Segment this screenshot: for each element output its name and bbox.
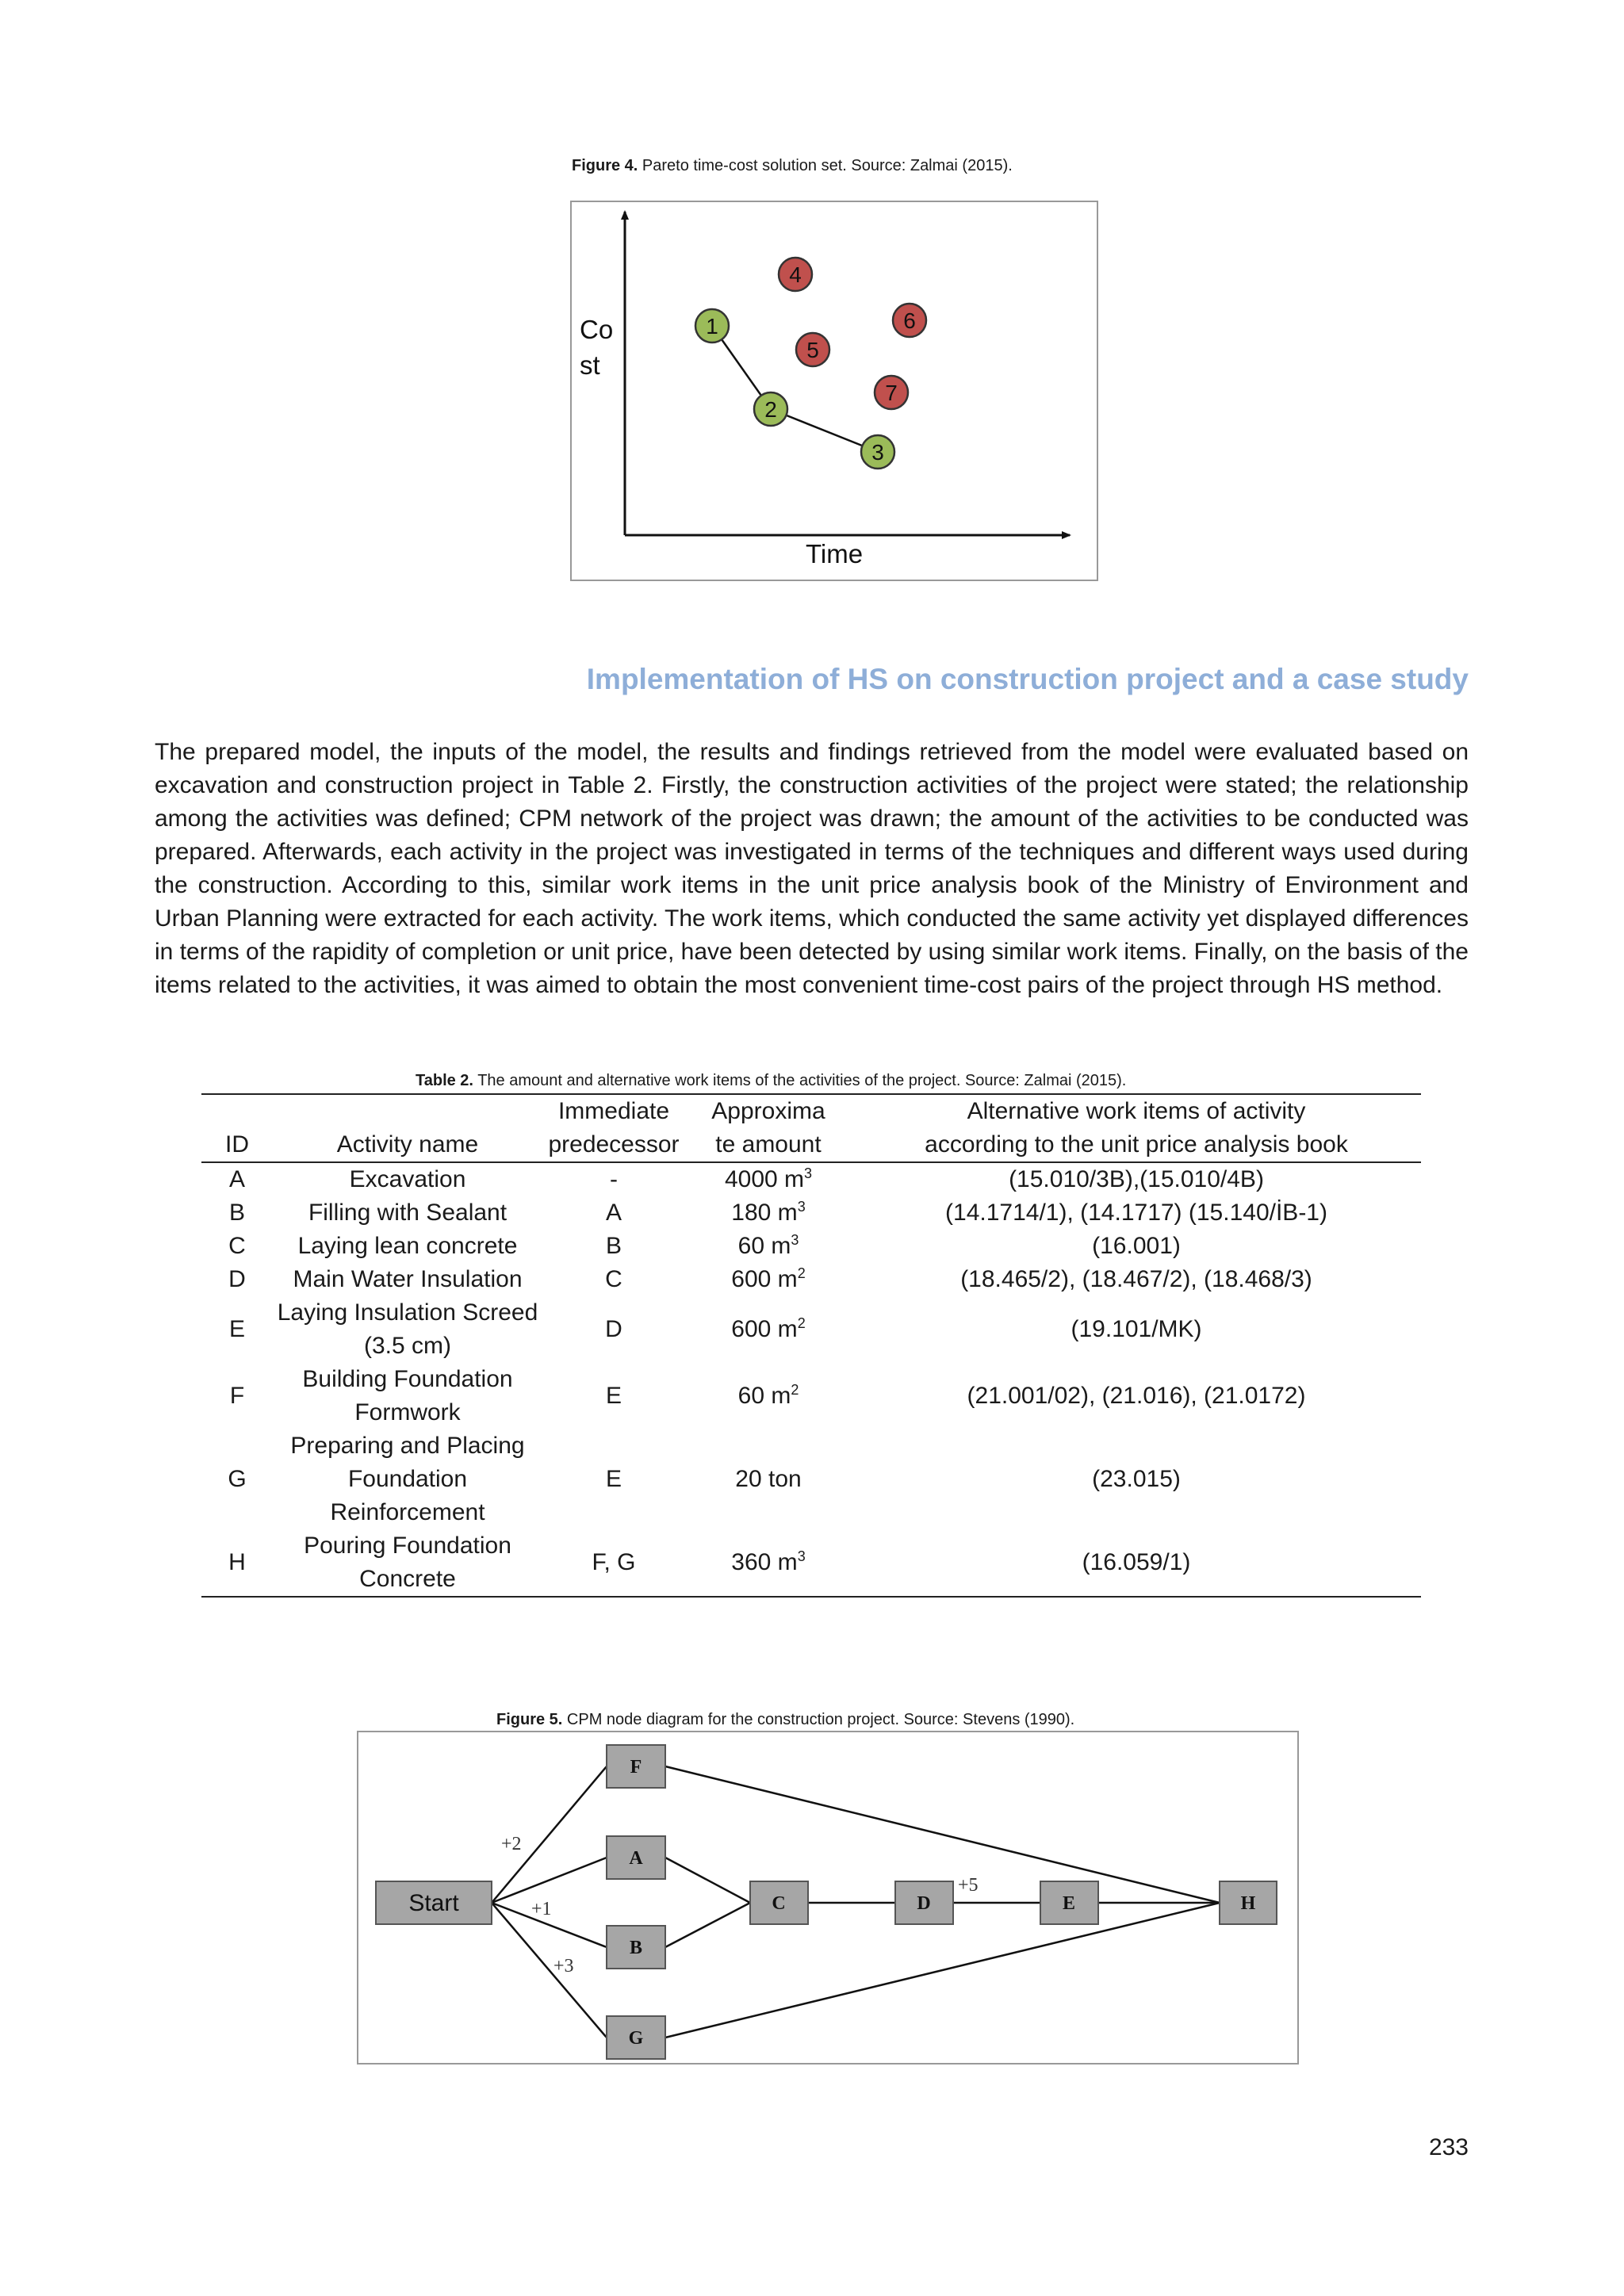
amount-value: 180 m [731,1200,798,1226]
node-b-label: B [629,1938,643,1958]
edge-a-c [665,1858,750,1903]
cell-id: E [228,1316,245,1342]
amount-value: 600 m [731,1316,798,1342]
cell-predecessor: E [605,1466,622,1492]
amount-value: 60 m [737,1233,791,1259]
cell-activity-name: Filling with Sealant [308,1200,508,1226]
y-label-line1: Co [580,315,614,344]
amount-unit-exponent: 2 [797,1265,806,1281]
table-2-caption: Table 2. The amount and alternative work items of the activities of the project. Source: Zalmai (2015). [416,1072,1127,1089]
point-7-label: 7 [885,381,898,405]
cell-predecessor: F, G [592,1549,636,1575]
cell-id: G [228,1466,247,1492]
figure-4-caption: Figure 4. Pareto time-cost solution set. Source: Zalmai (2015). [572,157,1013,174]
edge-label-d-e: +5 [958,1875,979,1896]
amount-unit-exponent: 2 [797,1315,806,1331]
point-4-label: 4 [789,262,802,287]
node-start-label: Start [408,1890,459,1916]
table-row [201,1196,1421,1230]
cell-id: H [228,1549,246,1575]
amount-unit-exponent: 2 [791,1382,799,1398]
point-5-label: 5 [806,338,819,362]
node-d-label: D [917,1893,931,1914]
cell-predecessor: E [605,1383,622,1409]
edge-label-start-f: +2 [501,1834,522,1854]
cell-activity-name: Laying lean concrete [297,1233,518,1259]
header-amount: Approxima te amount [685,1094,852,1162]
cell-alternative-items: (19.101/MK) [1071,1316,1202,1342]
table-row [201,1429,1421,1529]
activities-table [201,1093,1421,1598]
cell-amount [685,1529,852,1597]
cell-predecessor: - [610,1166,618,1192]
cell-activity-name: Excavation [349,1166,466,1192]
node-a-label: A [629,1848,643,1869]
cell-activity-name: Main Water Insulation [293,1266,523,1292]
cell-amount [685,1230,852,1263]
cell-alternative-items: (15.010/3B),(15.010/4B) [1009,1166,1264,1192]
cell-predecessor: A [605,1200,622,1226]
amount-value: 20 ton [735,1466,802,1492]
amount-unit-exponent: 3 [797,1199,806,1215]
cell-predecessor: C [605,1266,622,1292]
node-h-label: H [1240,1893,1256,1914]
node-g-label: G [628,2028,644,2049]
cell-predecessor: D [605,1316,622,1342]
amount-value: 360 m [731,1549,798,1575]
point-6-label: 6 [903,308,916,333]
cell-id: B [228,1200,245,1226]
cell-alternative-items: (16.059/1) [1082,1549,1191,1575]
cell-amount [685,1263,852,1296]
point-2-label: 2 [764,397,777,422]
cell-activity-name: Preparing and Placing Foundation Reinforcement [290,1433,525,1525]
cell-activity-name: Building Foundation Formwork [302,1366,513,1425]
y-label-line2: st [580,350,600,380]
page-number: 233 [1428,2134,1469,2160]
figure-5-caption: Figure 5. CPM node diagram for the construction project. Source: Stevens (1990). [496,1711,1075,1728]
figure-4-pareto-plot [570,201,1098,581]
table-row [201,1363,1421,1429]
cell-amount [685,1363,852,1429]
cell-activity-name: Pouring Foundation Concrete [304,1533,511,1592]
edge-label-start-b: +1 [531,1899,552,1919]
section-title: Implementation of HS on construction project and a case study [586,663,1469,695]
cell-amount [685,1296,852,1363]
cell-alternative-items: (14.1714/1), (14.1717) (15.140/İB-1) [945,1200,1327,1226]
table-row [201,1263,1421,1296]
cell-amount [685,1429,852,1529]
cell-id: C [228,1233,246,1259]
cell-alternative-items: (18.465/2), (18.467/2), (18.468/3) [960,1266,1312,1292]
table-row [201,1296,1421,1363]
edge-start-a [492,1858,607,1903]
point-1-label: 1 [706,314,718,339]
amount-value: 60 m [737,1383,791,1409]
node-c-label: C [772,1893,786,1914]
cell-amount [685,1196,852,1230]
amount-unit-exponent: 3 [804,1165,813,1181]
cell-alternative-items: (16.001) [1092,1233,1181,1259]
table-header-row [201,1094,1421,1162]
amount-unit-exponent: 3 [797,1548,806,1564]
edge-label-start-g: +3 [553,1956,574,1976]
table-row [201,1230,1421,1263]
x-label: Time [805,539,864,568]
body-paragraph: The prepared model, the inputs of the model, the results and findings retrieved from the model were evaluated based on excavation and construction project in Table 2. Firstly, the construction activities of the project were stated; the relationship among the activities was defined; CPM network of the project was drawn; the amount of the activities to be conducted was prepared. Afterwards, each activity in the project was investigated in terms of the techniques and different ways used during the construction. According to this, similar work items in the unit price analysis book of the Ministry of Environment and Urban Planning were extracted for each activity. The work items, which conducted the same activity yet displayed differences in terms of the rapidity of completion or unit price, have been detected by using similar work items. Finally, on the basis of the items related to the activities, it was aimed to obtain the most convenient time-cost pairs of the project through HS method. [155,739,1469,998]
table-row [201,1162,1421,1196]
cell-id: D [228,1266,246,1292]
cpm-diagram-svg [358,1732,1297,2063]
cell-amount [685,1162,852,1196]
edge-start-g [492,1903,607,2038]
amount-value: 600 m [731,1266,798,1292]
header-alternatives: Alternative work items of activity according to the unit price analysis book [852,1094,1421,1162]
point-3-label: 3 [871,440,884,465]
cell-id: F [229,1383,245,1409]
amount-unit-exponent: 3 [791,1232,799,1248]
pareto-plot-svg [572,202,1097,580]
figure-5-cpm-diagram [357,1731,1299,2064]
header-predecessor: Immediate predecessor [542,1094,685,1162]
header-id: ID [201,1094,273,1162]
cell-activity-name: Laying Insulation Screed (3.5 cm) [277,1299,538,1359]
table-row [201,1529,1421,1597]
amount-value: 4000 m [724,1166,805,1192]
cell-id: A [228,1166,245,1192]
node-f-label: F [630,1757,642,1777]
cell-alternative-items: (21.001/02), (21.016), (21.0172) [967,1383,1306,1409]
cell-predecessor: B [605,1233,622,1259]
node-e-label: E [1062,1893,1076,1914]
header-activity-name: Activity name [273,1094,542,1162]
cell-alternative-items: (23.015) [1092,1466,1181,1492]
edge-b-c [665,1903,750,1947]
